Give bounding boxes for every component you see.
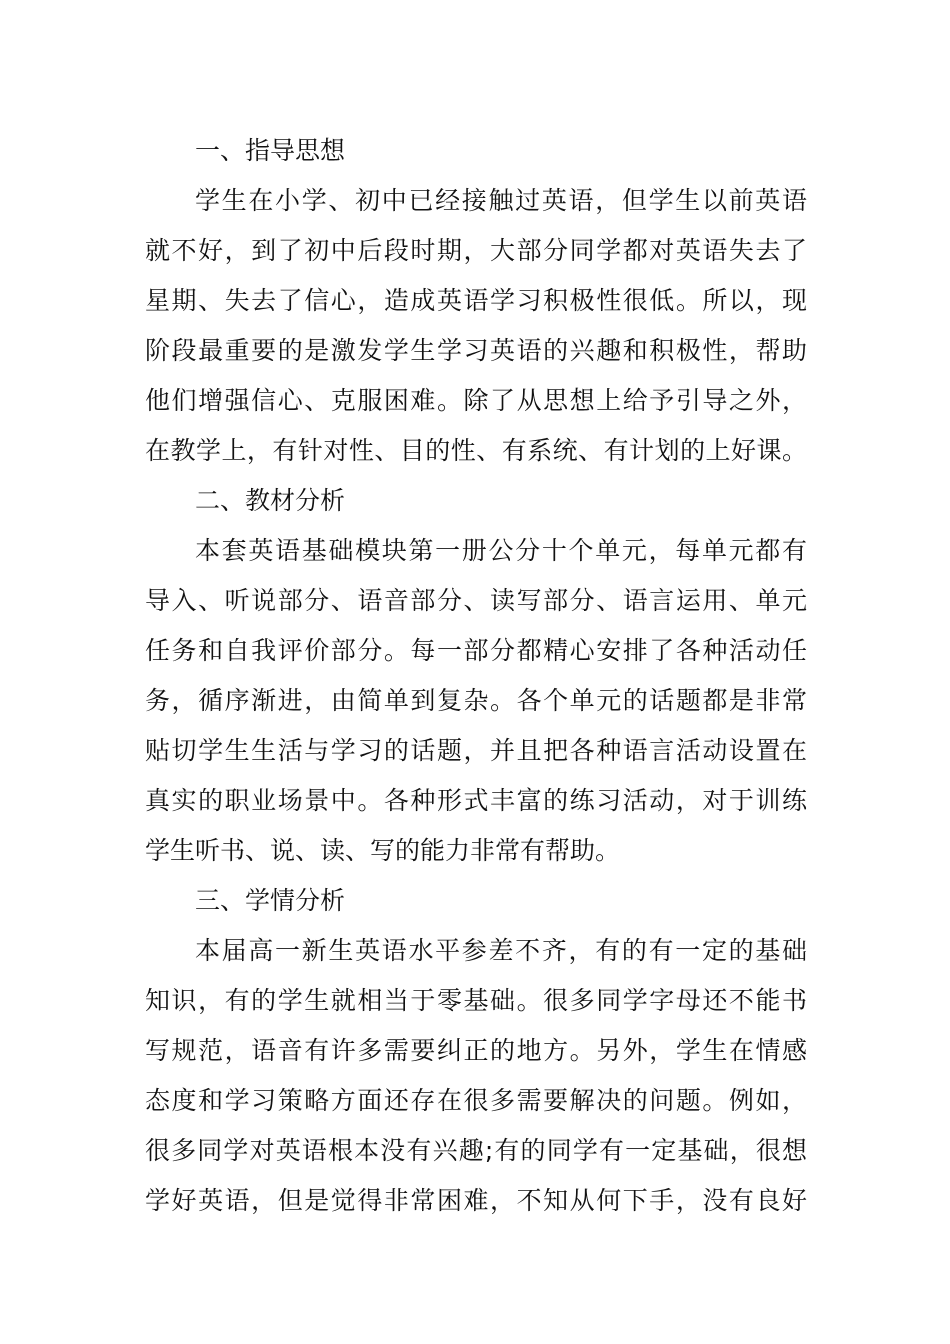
section-heading: 一、指导思想	[195, 136, 346, 165]
paragraph-line: 学生听书、说、读、写的能力非常有帮助。	[145, 836, 621, 865]
paragraph-line: 学生在小学、初中已经接触过英语，但学生以前英语	[195, 186, 807, 215]
paragraph-line: 真实的职业场景中。各种形式丰富的练习活动，对于训练	[145, 786, 807, 815]
section-paragraph	[145, 176, 807, 476]
paragraph-line: 星期、失去了信心，造成英语学习积极性很低。所以，现	[145, 286, 807, 315]
document-body	[145, 126, 807, 1226]
paragraph-line: 就不好，到了初中后段时期，大部分同学都对英语失去了	[145, 236, 807, 265]
section-heading: 三、学情分析	[195, 886, 346, 915]
paragraph-line: 本届高一新生英语水平参差不齐，有的有一定的基础	[195, 936, 807, 965]
paragraph-line: 本套英语基础模块第一册公分十个单元，每单元都有	[195, 536, 807, 565]
section-paragraph	[145, 926, 807, 1226]
paragraph-line: 贴切学生生活与学习的话题，并且把各种语言活动设置在	[145, 736, 807, 765]
section-heading: 二、教材分析	[195, 486, 346, 515]
paragraph-line: 务，循序渐进，由简单到复杂。各个单元的话题都是非常	[145, 686, 807, 715]
paragraph-line: 写规范，语音有许多需要纠正的地方。另外，学生在情感	[145, 1036, 807, 1065]
paragraph-line: 态度和学习策略方面还存在很多需要解决的问题。例如，	[145, 1086, 807, 1115]
section-paragraph	[145, 526, 807, 876]
paragraph-line: 在教学上，有针对性、目的性、有系统、有计划的上好课。	[145, 436, 807, 465]
paragraph-line: 任务和自我评价部分。每一部分都精心安排了各种活动任	[145, 636, 807, 665]
paragraph-line: 很多同学对英语根本没有兴趣;有的同学有一定基础，很想	[145, 1136, 807, 1165]
paragraph-line: 学好英语，但是觉得非常困难，不知从何下手，没有良好	[145, 1186, 807, 1215]
paragraph-line: 知识，有的学生就相当于零基础。很多同学字母还不能书	[145, 986, 807, 1015]
paragraph-line: 阶段最重要的是激发学生学习英语的兴趣和积极性，帮助	[145, 336, 807, 365]
paragraph-line: 导入、听说部分、语音部分、读写部分、语言运用、单元	[145, 586, 807, 615]
paragraph-line: 他们增强信心、克服困难。除了从思想上给予引导之外，	[145, 386, 807, 415]
